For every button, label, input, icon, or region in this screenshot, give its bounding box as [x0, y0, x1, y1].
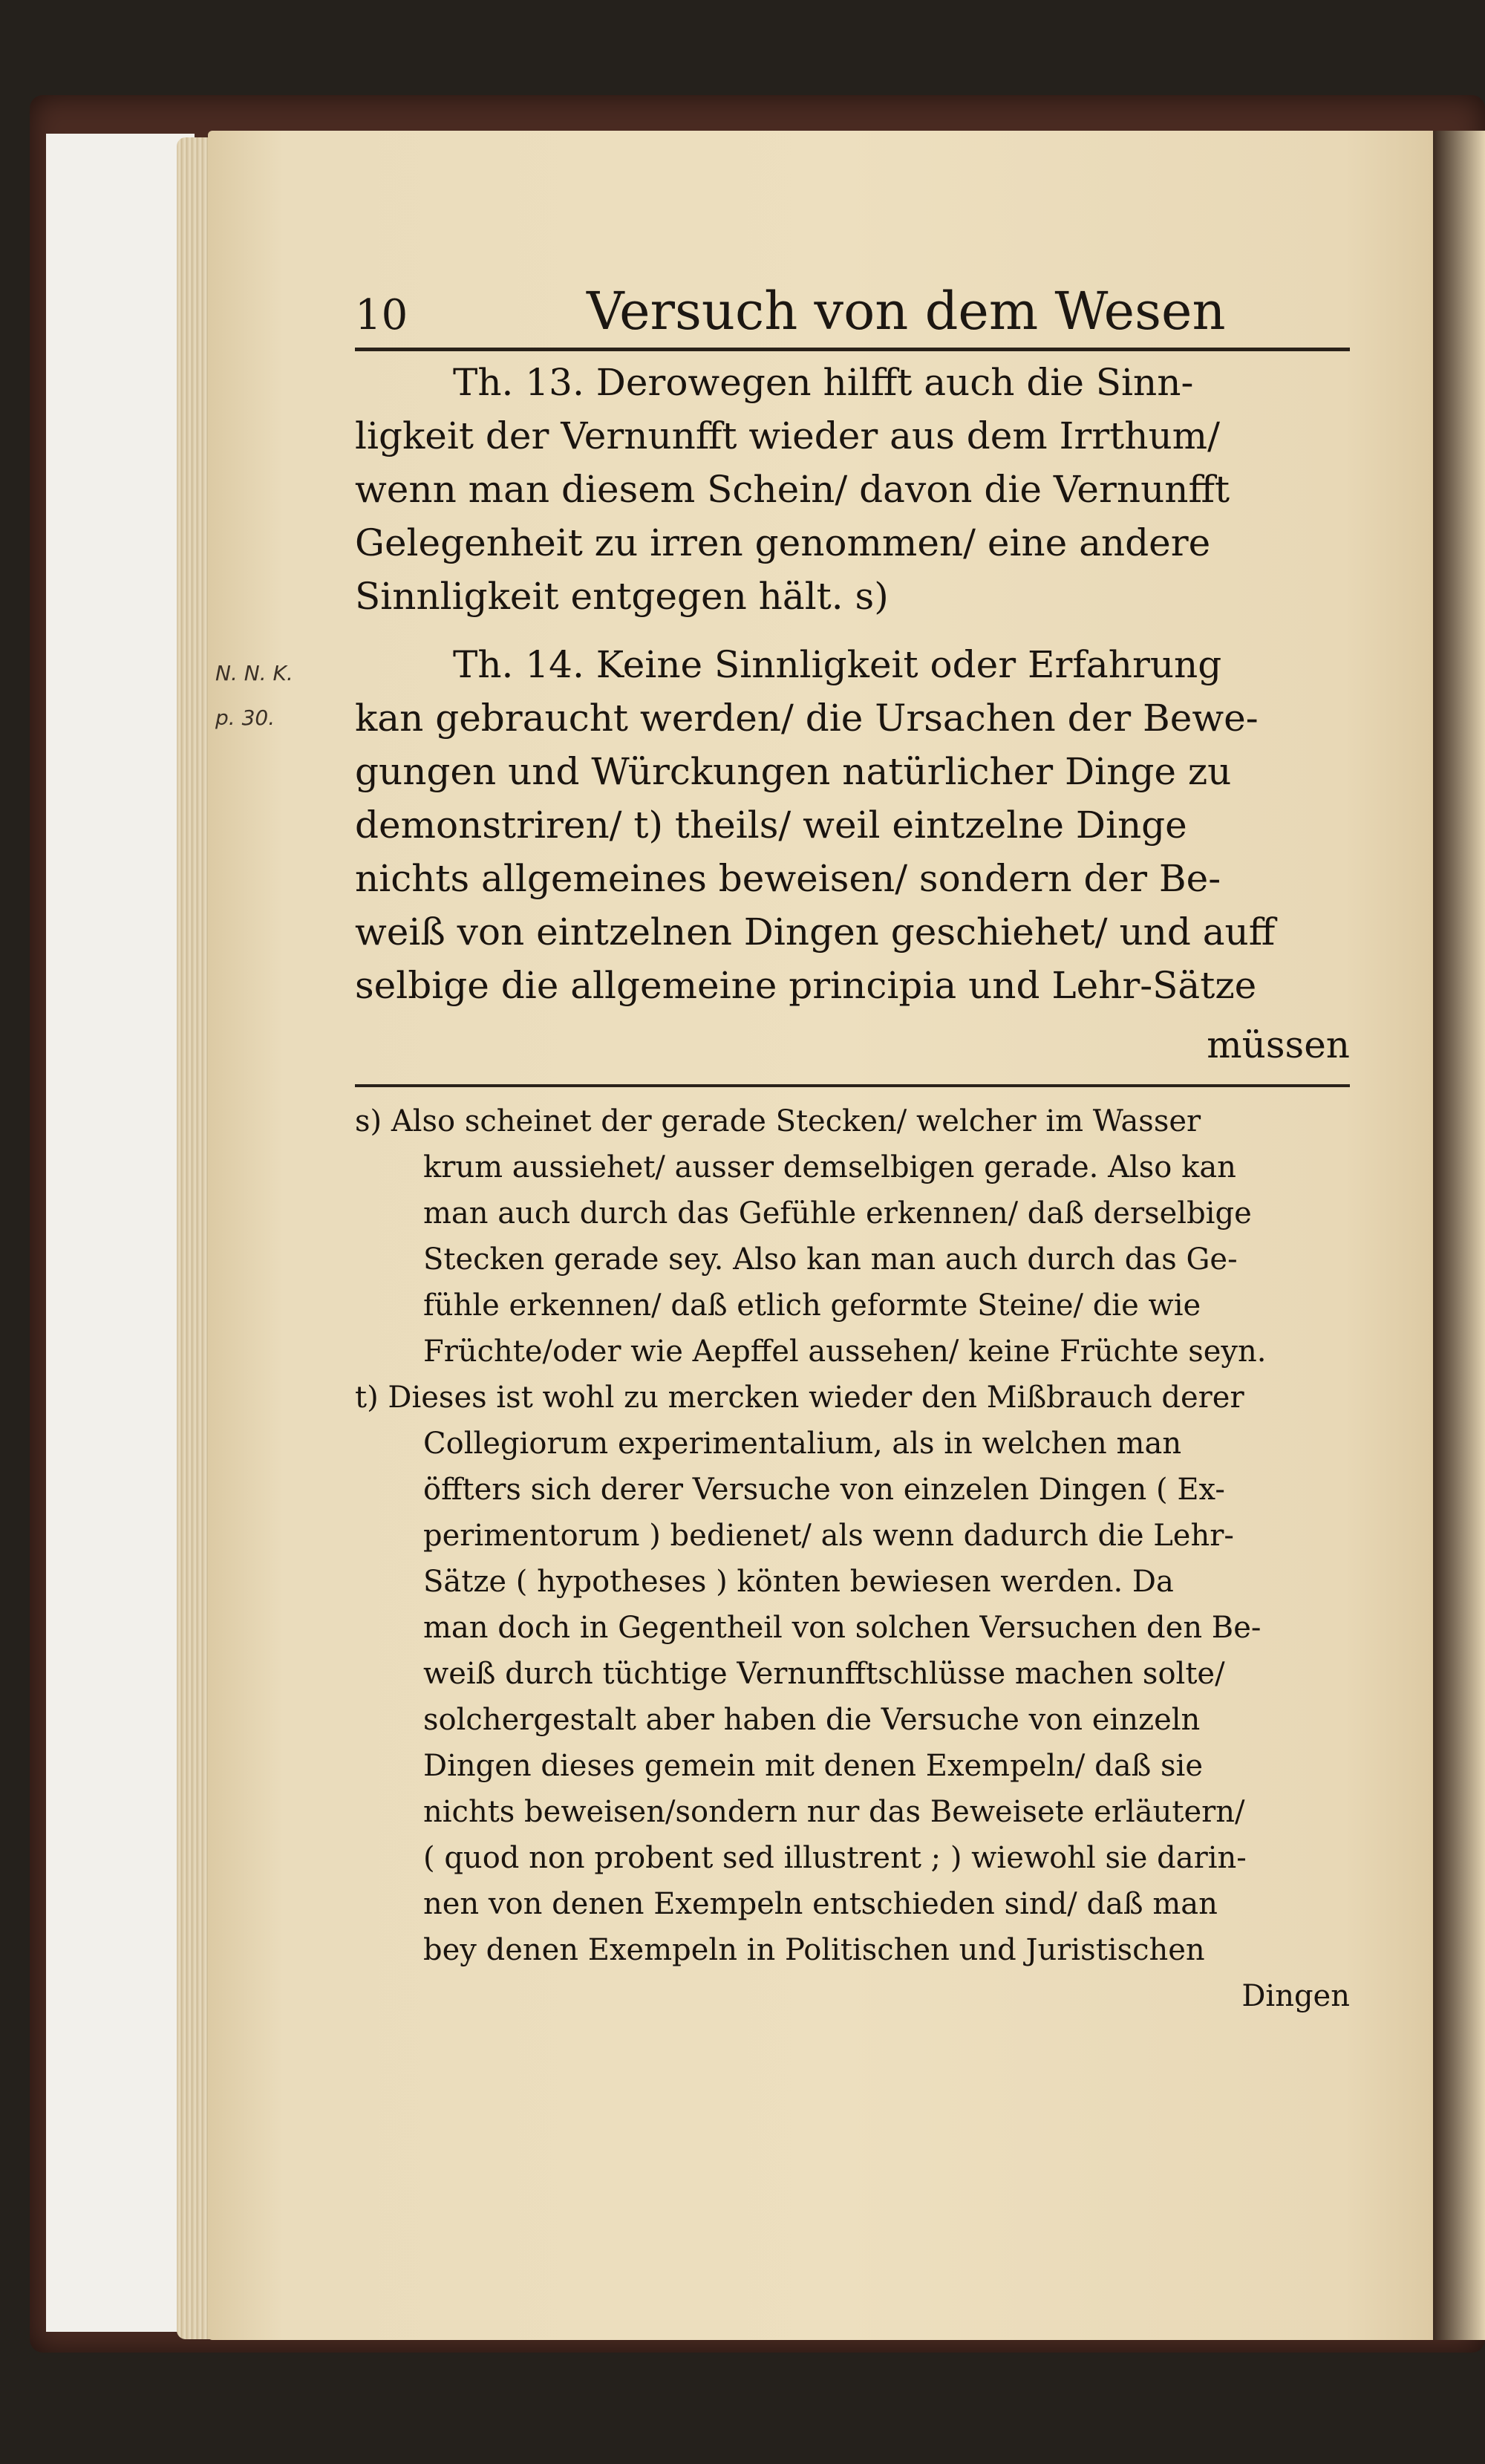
body-line: Gelegenheit zu irren genommen/ eine andere — [355, 521, 1211, 564]
footnote-line: bey denen Exempeln in Politischen und Juristischen — [423, 1933, 1205, 1967]
body-line: kan gebraucht werden/ die Ursachen der Bewe- — [355, 697, 1259, 740]
footnote-line: perimentorum ) bedienet/ als wenn dadurch die Lehr- — [423, 1519, 1234, 1553]
body-line: wenn man diesem Schein/ davon die Vernunfft — [355, 468, 1230, 511]
catchword: müssen — [1207, 1023, 1350, 1066]
body-line: gungen und Würckungen natürlicher Dinge zu — [355, 750, 1232, 793]
facing-page-edge — [1433, 131, 1485, 2340]
footnote-line: Collegiorum experimentalium, als in welchen man — [423, 1427, 1182, 1461]
header-rule — [355, 348, 1350, 351]
body-line: Th. 14. Keine Sinnligkeit oder Erfahrung — [453, 643, 1222, 686]
footnote-line: solchergestalt aber haben die Versuche von einzeln — [423, 1703, 1201, 1737]
footnote-line: ( quod non probent sed illustrent ; ) wiewohl sie darin- — [423, 1841, 1247, 1875]
footnote-line: weiß durch tüchtige Vernunfftschlüsse machen solte/ — [423, 1657, 1225, 1691]
margin-note-page-ref: p. 30. — [215, 705, 275, 730]
footnote-line: fühle erkennen/ daß etlich geformte Steine/ die wie — [423, 1288, 1201, 1323]
footnote-line: krum aussiehet/ ausser demselbigen gerade. Also kan — [423, 1150, 1236, 1184]
footnote-line: nen von denen Exempeln entschieden sind/ daß man — [423, 1887, 1218, 1921]
body-line: ligkeit der Vernunfft wieder aus dem Irrthum/ — [355, 414, 1220, 457]
footnote-line: öffters sich derer Versuche von einzelen Dingen ( Ex- — [423, 1473, 1225, 1507]
flyleaf — [46, 134, 195, 2332]
page-number: 10 — [355, 291, 408, 339]
margin-note-siglum: N. N. K. — [215, 661, 293, 685]
body-line: demonstriren/ t) theils/ weil eintzelne Dinge — [355, 804, 1187, 847]
footnote-catchword: Dingen — [1241, 1979, 1350, 2013]
body-line: nichts allgemeines beweisen/ sondern der Be- — [355, 857, 1221, 900]
body-line: Th. 13. Derowegen hilfft auch die Sinn- — [453, 361, 1194, 404]
footnote-line: Sätze ( hypotheses ) könten bewiesen werden. Da — [423, 1565, 1174, 1599]
footnote-line: man auch durch das Gefühle erkennen/ daß derselbige — [423, 1196, 1252, 1231]
footnote-line: Früchte/oder wie Aepffel aussehen/ keine Früchte seyn. — [423, 1334, 1267, 1369]
body-line: Sinnligkeit entgegen hält. s) — [355, 575, 889, 618]
footnote-line: t) Dieses ist wohl zu mercken wieder den Mißbrauch derer — [355, 1381, 1244, 1415]
body-line: selbige die allgemeine principia und Lehr-Sätze — [355, 964, 1257, 1007]
footnote-line: nichts beweisen/sondern nur das Beweisete erläutern/ — [423, 1795, 1245, 1829]
running-title: Versuch von dem Wesen — [587, 281, 1226, 342]
footnote-line: Dingen dieses gemein mit denen Exempeln/ daß sie — [423, 1749, 1203, 1783]
footnote-line: Stecken gerade sey. Also kan man auch durch das Ge- — [423, 1242, 1238, 1277]
footnote-line: man doch in Gegentheil von solchen Versuchen den Be- — [423, 1611, 1262, 1645]
footnote-line: s) Also scheinet der gerade Stecken/ welcher im Wasser — [355, 1104, 1201, 1138]
footnote-rule — [355, 1084, 1350, 1087]
body-line: weiß von eintzelnen Dingen geschiehet/ und auff — [355, 910, 1276, 954]
